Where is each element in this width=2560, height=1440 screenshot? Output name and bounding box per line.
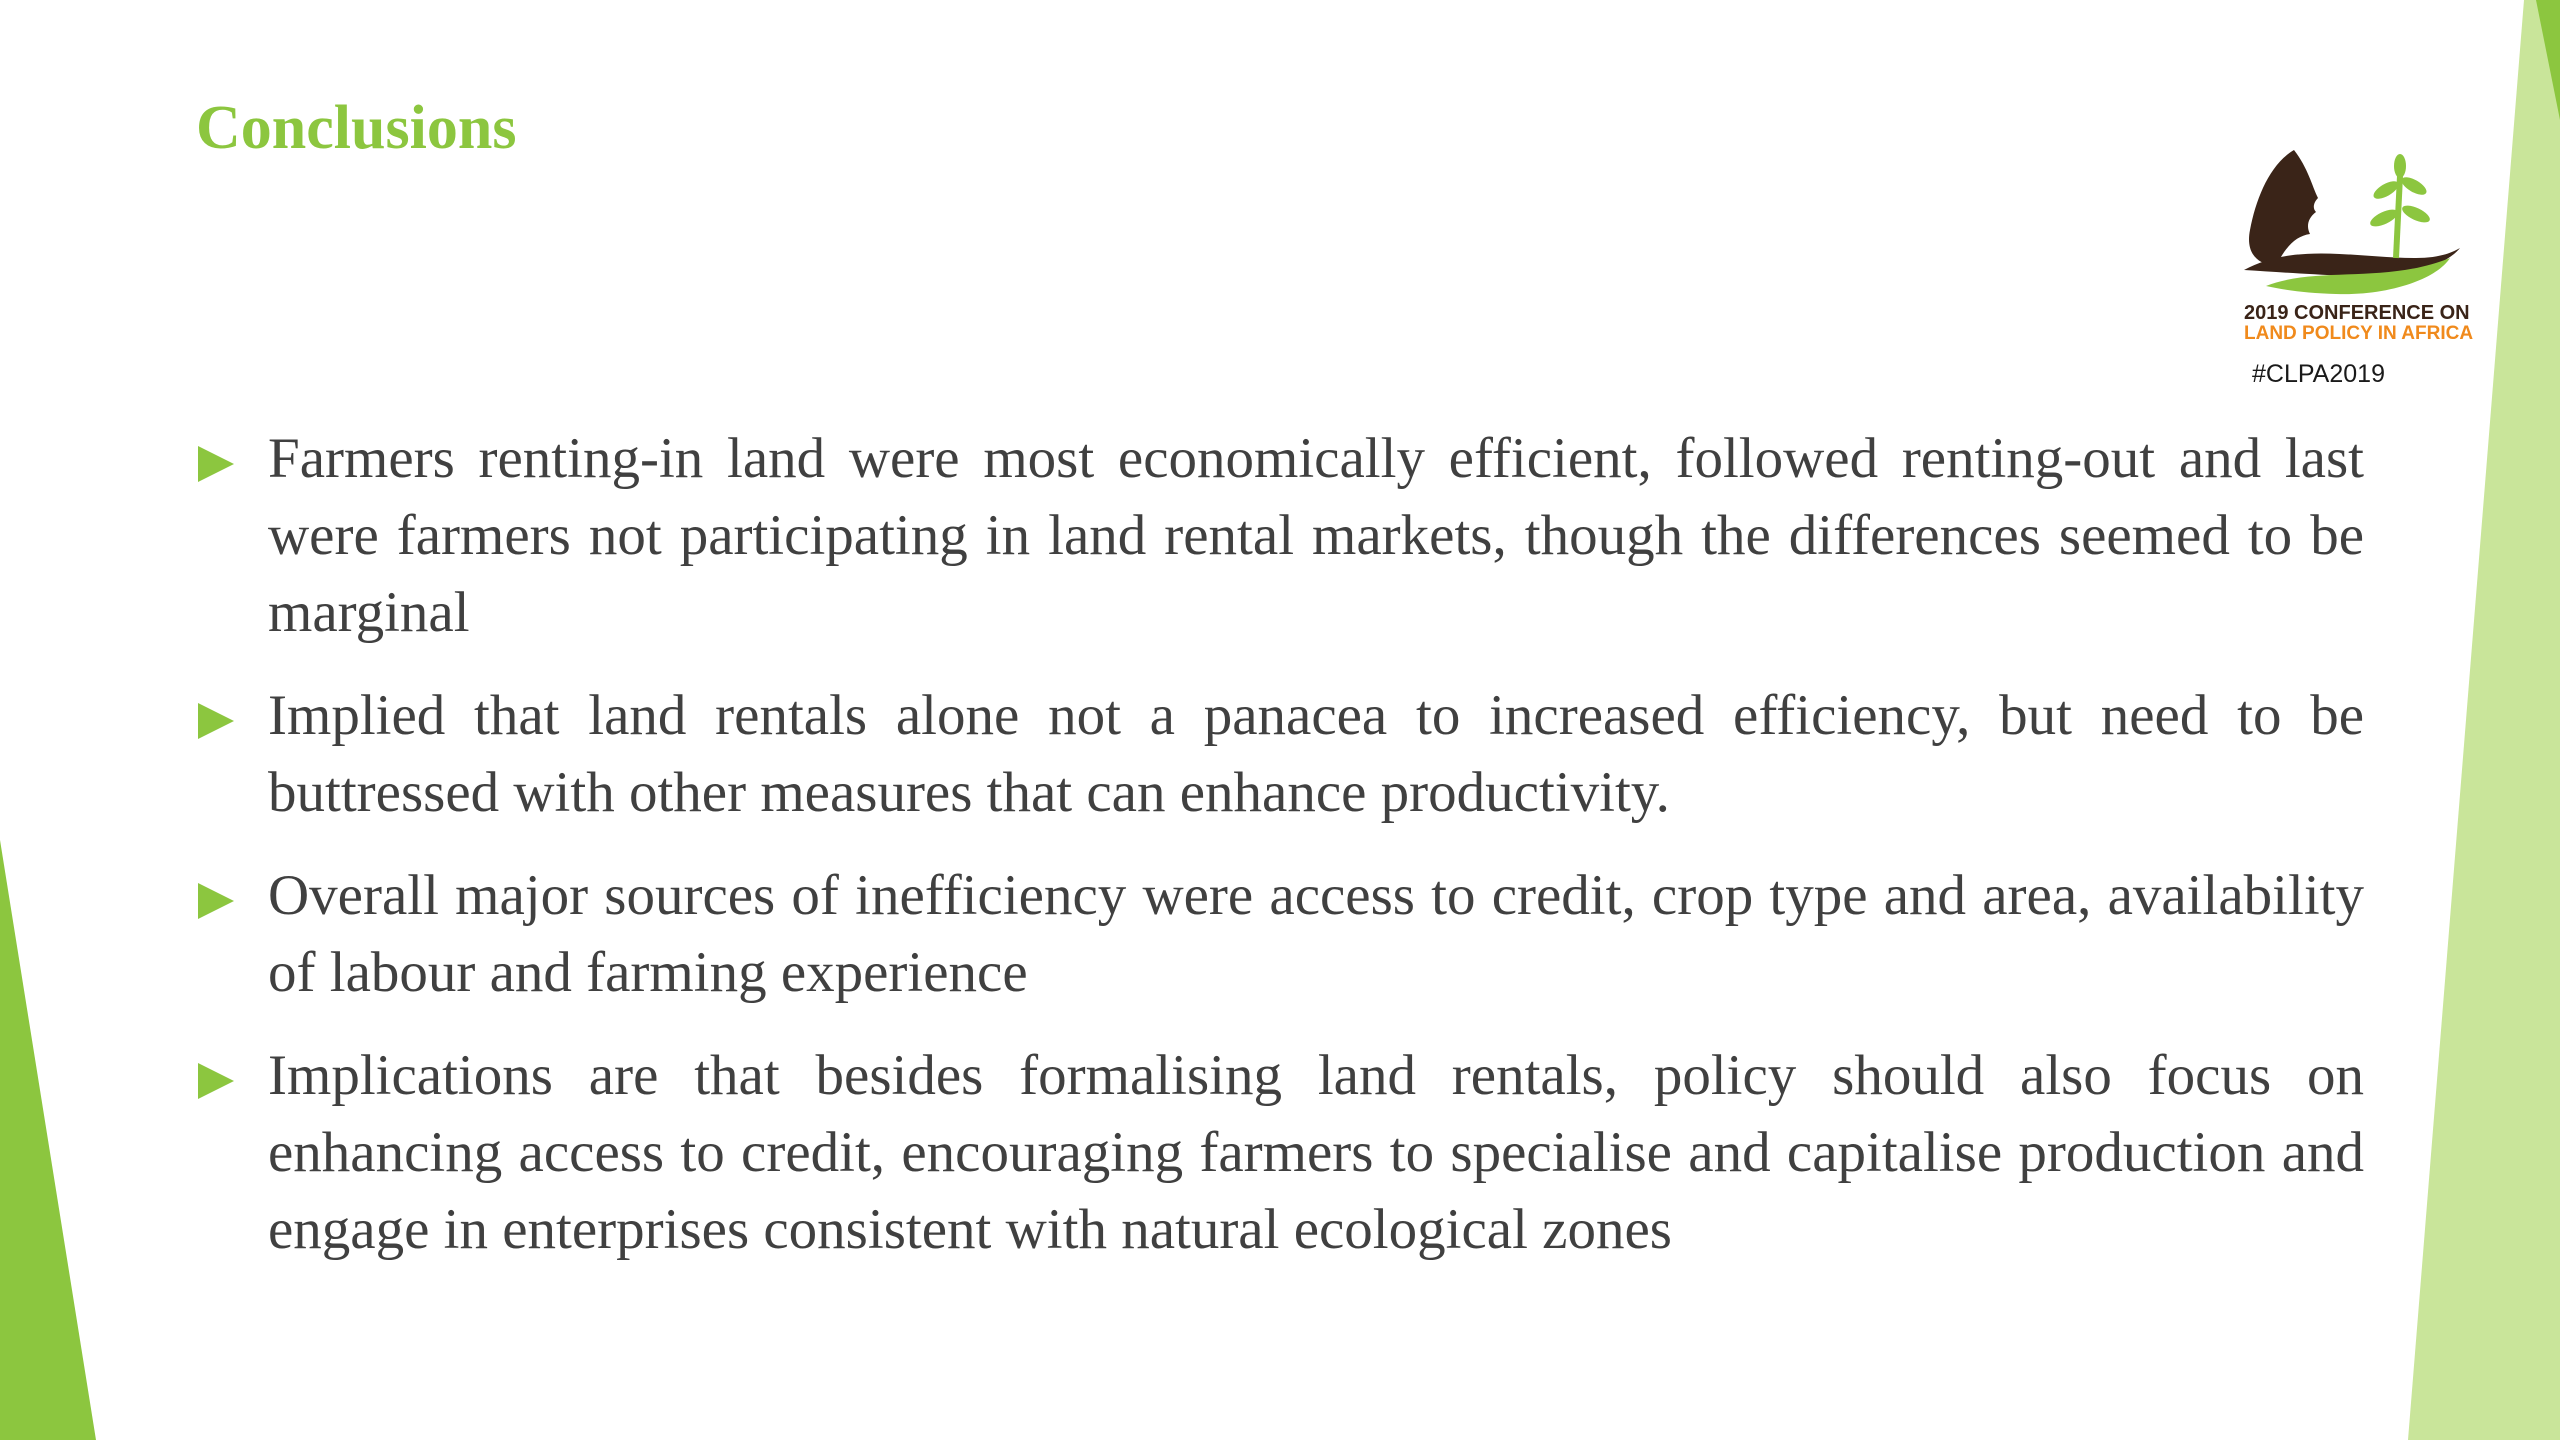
bullet-item xyxy=(196,420,2364,651)
logo-land-policy-text: LAND POLICY IN AFRICA xyxy=(2244,323,2474,344)
bullet-text: Implied that land rentals alone not a panacea to increased efficiency, but need to be buttressed with other measures that can enhance productivity. xyxy=(268,684,2364,824)
bullet-text: Overall major sources of inefficiency were access to credit, crop type and area, availability of labour and farming experience xyxy=(268,864,2364,1004)
bullet-list xyxy=(196,420,2364,1294)
triangle-right-icon xyxy=(198,703,234,739)
bullet-text: Farmers renting-in land were most economically efficient, followed renting-out and last were farmers not participating in land rental markets, though the differences seemed to be marginal xyxy=(268,427,2364,644)
conference-logo-icon xyxy=(2236,146,2476,306)
triangle-right-icon xyxy=(198,1063,234,1099)
bullet-item xyxy=(196,857,2364,1011)
logo-hashtag: #CLPA2019 xyxy=(2252,360,2385,388)
bullet-text: Implications are that besides formalising land rentals, policy should also focus on enhancing access to credit, encouraging farmers to specialise and capitalise production and engage in enterprises consistent with natural ecological zones xyxy=(268,1044,2364,1261)
triangle-right-icon xyxy=(198,883,234,919)
bullet-item xyxy=(196,677,2364,831)
left-green-shape xyxy=(0,840,96,1440)
triangle-right-icon xyxy=(198,446,234,482)
logo-conference-text: 2019 CONFERENCE ON xyxy=(2244,302,2470,324)
bullet-item xyxy=(196,1037,2364,1268)
slide-title: Conclusions xyxy=(196,94,517,162)
conference-logo xyxy=(2236,146,2476,396)
